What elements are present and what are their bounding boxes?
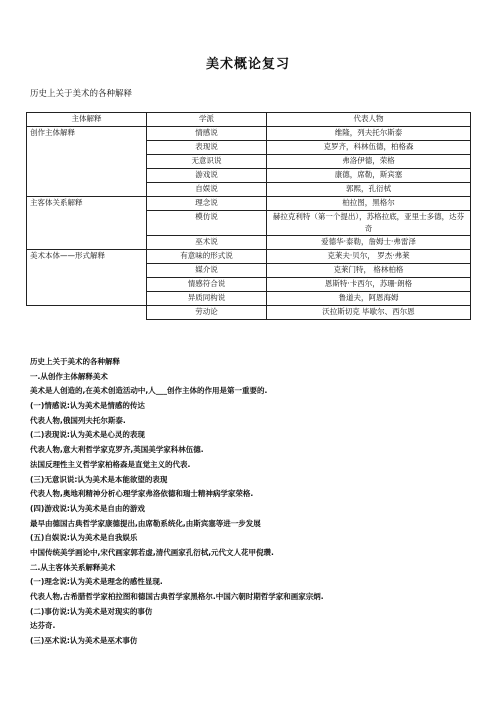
people-cell: 恩斯特·卡西尔，苏珊·朗格: [267, 278, 471, 292]
notes-line: 代表人物,奥地利精神分析心理学家弗洛依德和瑞士精神病学家荣格.: [30, 489, 254, 499]
people-cell: 郭熙，孔衍栻: [267, 183, 471, 197]
category-cell: [27, 169, 147, 183]
notes-line: 二.从主客体关系解释美术: [30, 562, 116, 572]
people-cell: 鲁道夫，阿恩海姆: [267, 292, 471, 306]
people-cell: 弗洛伊德，荣格: [267, 155, 471, 169]
school-cell: 表现说: [147, 141, 267, 155]
notes-line: 最早由德国古典哲学家康德提出,由席勒系统化,由斯宾塞等进一步发展: [30, 518, 261, 528]
school-cell: 无意识说: [147, 155, 267, 169]
school-cell: 巫术说: [147, 236, 267, 250]
table-header-row: [27, 113, 471, 127]
school-cell: 劳动论: [147, 306, 267, 320]
notes-line: 代表人物,俄国列夫托尔斯泰.: [30, 415, 126, 425]
people-cell: 维隆，列夫托尔斯泰: [267, 127, 471, 141]
category-cell: [27, 155, 147, 169]
school-cell: 情感说: [147, 127, 267, 141]
table-row: [27, 306, 471, 320]
table-row: [27, 197, 471, 211]
table-row: [27, 183, 471, 197]
theories-table: [26, 112, 471, 320]
table-row: [27, 169, 471, 183]
category-cell: [27, 211, 147, 236]
people-cell: 爱德华·泰勒，詹姆士·弗雷泽: [267, 236, 471, 250]
school-cell: 媒介说: [147, 264, 267, 278]
notes-line: (五)自娱说:认为美术是自我娱乐: [30, 533, 138, 543]
notes-line: 中国传统美学画论中,宋代画家郭若虚,清代画家孔衍栻,元代文人花甲倪瓒.: [30, 547, 274, 557]
notes-line: (二)表现说:认为美术是心灵的表现: [30, 430, 145, 440]
people-cell: 克罗齐，科林伍德，柏格森: [267, 141, 471, 155]
notes-line: 代表人物,意大利哲学家克罗齐,英国美学家科林伍德.: [30, 445, 204, 455]
school-cell: 模仿说: [147, 211, 267, 236]
notes-line: 一.从创作主体解释美术: [30, 371, 108, 381]
people-cell: 柏拉图，黑格尔: [267, 197, 471, 211]
notes-line: (三)无意识说:认为美术是本能欲望的表现: [30, 474, 168, 484]
school-cell: 自娱说: [147, 183, 267, 197]
people-cell: 赫拉克利特（第一个提出），苏格拉底，亚里士多德，达芬奇: [267, 211, 471, 236]
school-cell: 情感符合说: [147, 278, 267, 292]
people-cell: 克莱门特， 格林柏格: [267, 264, 471, 278]
table-row: [27, 155, 471, 169]
notes-line: (二)事仿说:认为美术是对现实的事仿: [30, 606, 153, 616]
table-row: [27, 250, 471, 264]
page-title: 美术概论复习: [205, 57, 290, 72]
header-school: 学派: [147, 113, 267, 127]
category-cell: [27, 141, 147, 155]
table-row: [27, 211, 471, 236]
notes-line: 历史上关于美术的各种解释: [30, 357, 120, 366]
category-cell: 创作主体解释: [27, 127, 147, 141]
notes-line: 美术是人创造的,在美术创造活动中,人___创作主体的作用是第一重要的.: [30, 386, 268, 396]
school-cell: 理念说: [147, 197, 267, 211]
category-cell: 主客体关系解释: [27, 197, 147, 211]
table-row: [27, 127, 471, 141]
header-people: 代表人物: [267, 113, 471, 127]
school-cell: 异质同构说: [147, 292, 267, 306]
notes-line: 代表人物,古希腊哲学家柏拉图和德国古典哲学家黑格尔.中国六朝时期哲学家和画家宗炳.: [30, 592, 324, 601]
notes-line: (一)情感说:认为美术是情感的传达: [30, 401, 145, 411]
category-cell: 美术本体——形式解释: [27, 250, 147, 306]
category-cell: [27, 183, 147, 197]
notes-line: (四)游戏说:认为美术是自由的游戏: [30, 503, 145, 513]
category-cell: [27, 306, 147, 320]
school-cell: 游戏说: [147, 169, 267, 183]
notes-line: (三)巫术说:认为美术是巫术事仿: [30, 636, 138, 646]
school-cell: 有意味的形式说: [147, 250, 267, 264]
notes-body: [30, 355, 470, 649]
table-row: [27, 141, 471, 155]
section-subtitle: 历史上关于美术的各种解释: [30, 89, 133, 99]
notes-line: (一)理念说:认为美术是理念的感性显现.: [30, 577, 163, 587]
people-cell: 沃拉斯切克 毕歇尔、西尔恩: [267, 306, 471, 320]
table-row: [27, 236, 471, 250]
notes-line: 达芬奇.: [30, 621, 56, 631]
people-cell: 康德，席勒，斯宾塞: [267, 169, 471, 183]
notes-line: 法国反理性主义哲学家柏格森是直觉主义的代表.: [30, 459, 191, 469]
header-category: 主体解释: [27, 113, 147, 127]
people-cell: 克莱夫·贝尔， 罗杰·弗莱: [267, 250, 471, 264]
category-cell: [27, 236, 147, 250]
